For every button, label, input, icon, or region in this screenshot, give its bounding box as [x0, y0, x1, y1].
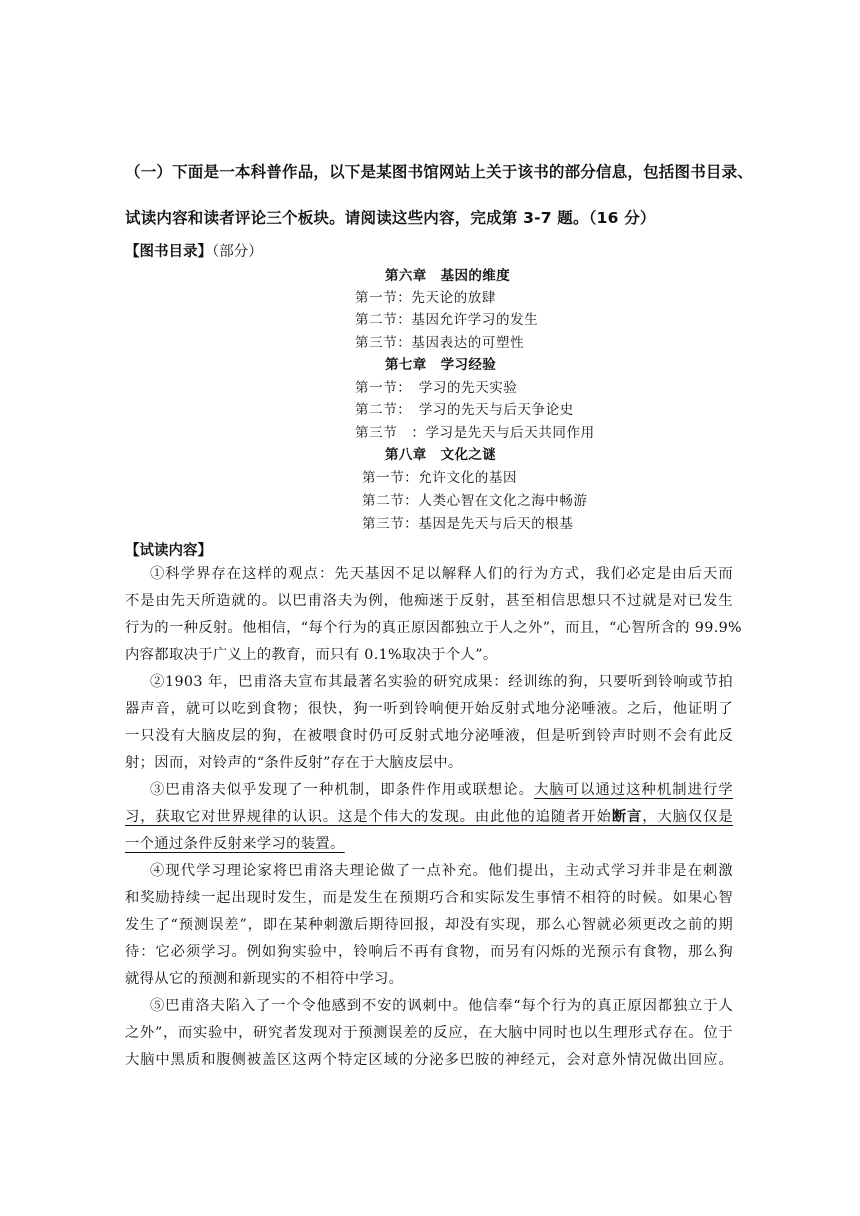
toc-section: 第二节： 学习的先天与后天争论史: [355, 402, 574, 418]
toc-section: 第三节：基因是先天与后天的根基: [362, 516, 574, 532]
paragraph-1-line: ①科学界存在这样的观点：先天基因不足以解释人们的行为方式，我们必定是由后天而: [150, 566, 733, 582]
reading-label: 【试读内容】: [125, 543, 212, 559]
toc-label: [125, 240, 263, 261]
paragraph-3-line: [150, 779, 733, 799]
paragraph-5-line: 大脑中黑质和腹侧被盖区这两个特定区域的分泌多巴胺的神经元，会对意外情况做出回应。: [125, 1052, 733, 1068]
toc-section: 第二节：基因允许学习的发生: [355, 312, 539, 328]
toc-section: 第一节： 学习的先天实验: [355, 380, 518, 396]
paragraph-2-line: ②1903 年，巴甫洛夫宣布其最著名实验的研究成果：经训练的狗，只要听到铃响或节拍: [150, 674, 733, 690]
paragraph-4-line: 和奖励持续一起出现时发生，而是发生在预期巧合和实际发生事情不相符的时候。如果心智: [125, 890, 733, 906]
underlined-passage: 习，获取它对世界规律的认识。这是个伟大的发现。由此他的追随者开始: [125, 809, 612, 825]
paragraph-5-line: 之外”，而实验中，研究者发现对于预测误差的反应，在大脑中同时也以生理形式存在。位于: [125, 1025, 733, 1041]
paragraph-4-line: 就得从它的预测和新现实的不相符中学习。: [125, 971, 404, 987]
paragraph-3-line: [125, 806, 733, 826]
question-heading-line-2: 试读内容和读者评论三个板块。请阅读这些内容，完成第 3-7 题。（16 分）: [125, 209, 656, 227]
underlined-passage: 一个通过条件反射来学习的装置。: [125, 836, 345, 852]
paragraph-2-line: 一只没有大脑皮层的狗，在被喂食时仍可反射式地分泌唾液，但是听到铃声时则不会有此反: [125, 728, 733, 744]
paragraph-4-line: 发生了“预测误差”，即在某种刺激后期待回报，却没有实现，那么心智就必须更改之前的期: [125, 917, 733, 933]
paragraph-1-line: 内容都取决于广义上的教育，而只有 0.1%取决于个人”。: [125, 647, 498, 663]
emphasized-word: 断言: [611, 809, 643, 825]
question-heading-line-1: （一）下面是一本科普作品，以下是某图书馆网站上关于该书的部分信息，包括图书目录、: [125, 163, 754, 181]
paragraph-2-line: 射；因而，对铃声的“条件反射”存在于大脑皮层中。: [125, 755, 463, 771]
paragraph-1-line: 行为的一种反射。他相信，“每个行为的真正原因都独立于人之外”，而且，“心智所含的 99.9%: [125, 620, 742, 636]
paragraph-4-line: ④现代学习理论家将巴甫洛夫理论做了一点补充。他们提出，主动式学习并非是在刺激: [150, 863, 733, 879]
paragraph-3-text: ③巴甫洛夫似乎发现了一种机制，即条件作用或联想论。: [150, 782, 535, 798]
toc-chapter-title: 第七章 学习经验: [385, 357, 497, 373]
toc-section: 第三节 ：学习是先天与后天共同作用: [355, 425, 595, 441]
paragraph-5-line: ⑤巴甫洛夫陷入了一个令他感到不安的讽刺中。他信奉“每个行为的真正原因都独立于人: [150, 998, 733, 1014]
paragraph-4-line: 待：它必须学习。例如狗实验中，铃响后不再有食物，而另有闪烁的光预示有食物，那么狗: [125, 944, 733, 960]
paragraph-2-line: 器声音，就可以吃到食物；很快，狗一听到铃响便开始反射式地分泌唾液。之后，他证明了: [125, 701, 733, 717]
toc-section: 第一节：允许文化的基因: [362, 470, 518, 486]
toc-chapter-title: 第六章 基因的维度: [385, 268, 511, 284]
toc-section: 第二节：人类心智在文化之海中畅游: [362, 493, 588, 509]
toc-label-main: 【图书目录】: [125, 244, 212, 260]
underlined-passage: ，大脑仅仅是: [642, 809, 733, 825]
toc-chapter-title: 第八章 文化之谜: [385, 447, 497, 463]
toc-section: 第一节：先天论的放肆: [355, 290, 496, 306]
paragraph-1-line: 不是由先天所造就的。以巴甫洛夫为例，他痴迷于反射，甚至相信思想只不过就是对已发生: [125, 593, 733, 609]
underlined-passage: 大脑可以通过这种机制进行学: [534, 782, 733, 798]
toc-label-suffix: （部分）: [212, 244, 263, 260]
toc-section: 第三节：基因表达的可塑性: [355, 335, 525, 351]
